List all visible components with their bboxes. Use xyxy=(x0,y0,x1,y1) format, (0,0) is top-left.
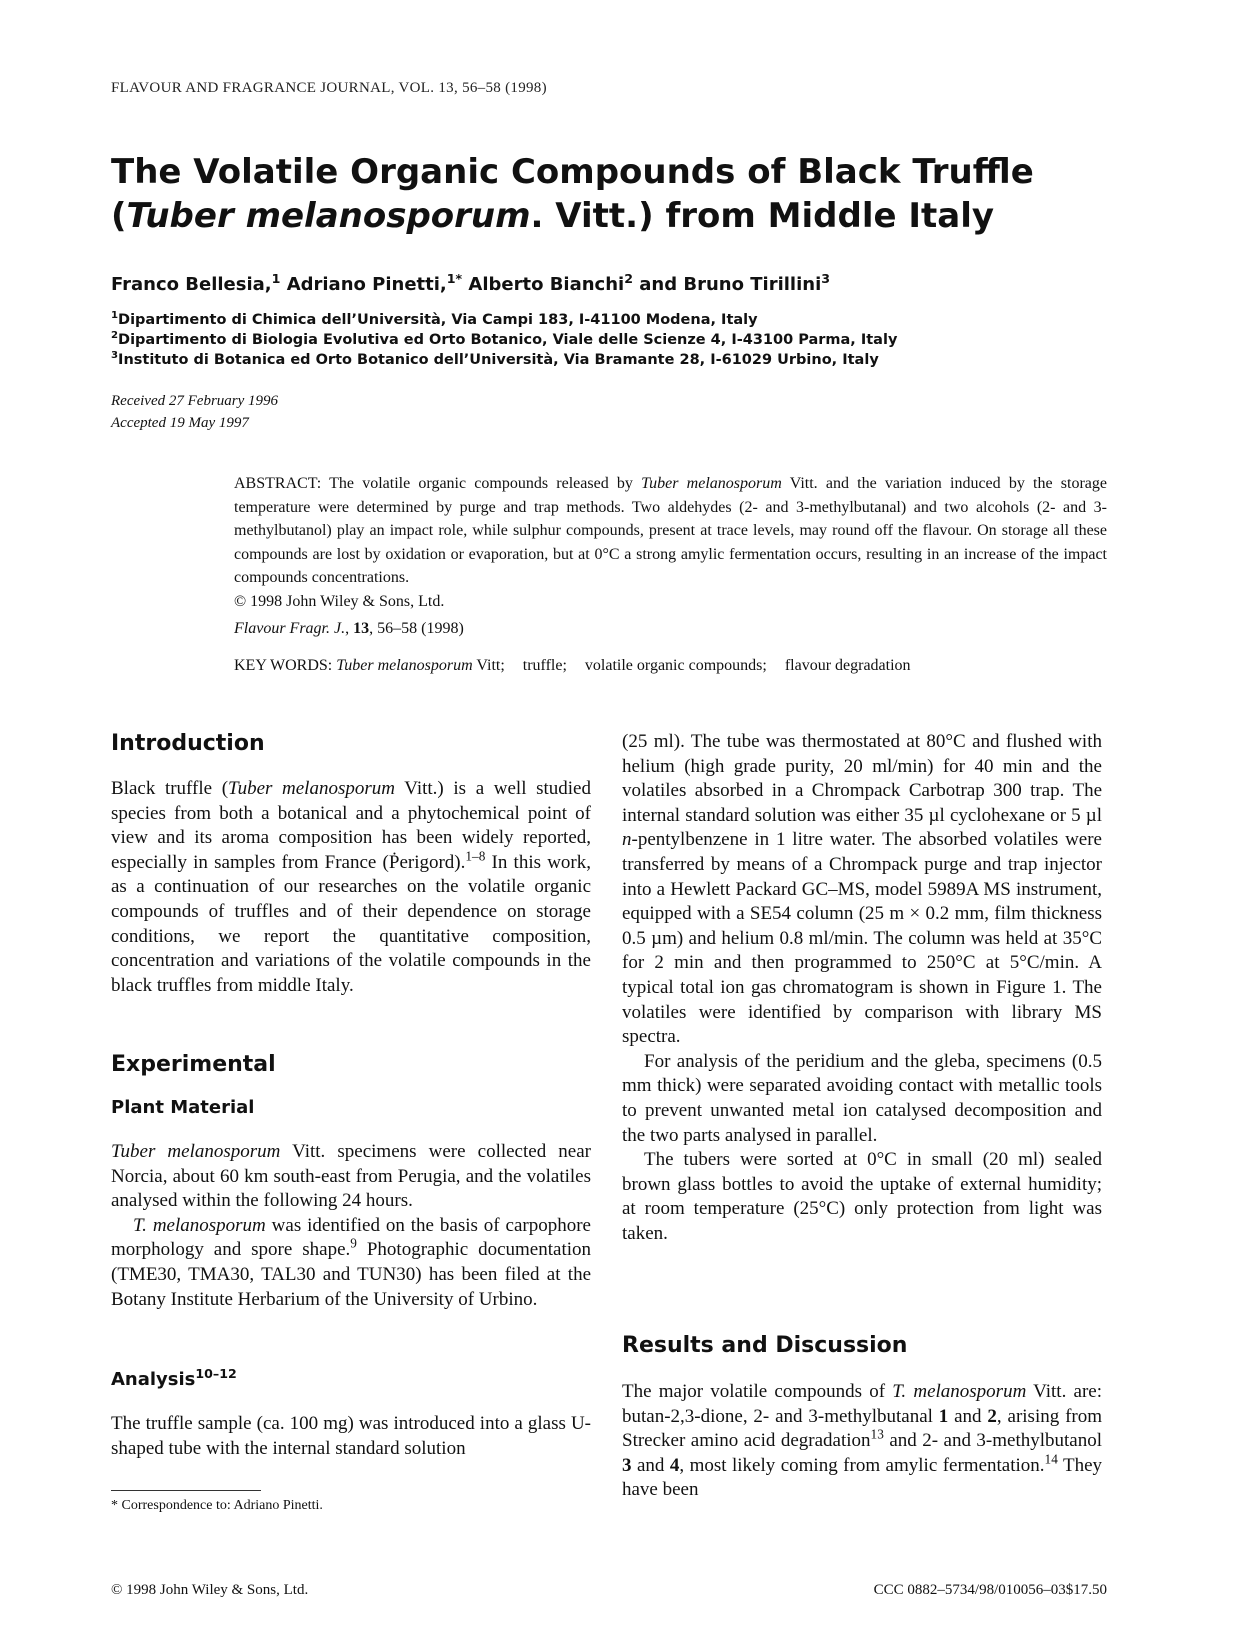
author-name: Adriano Pinetti, xyxy=(286,274,447,295)
footer-copyright: © 1998 John Wiley & Sons, Ltd. xyxy=(111,1582,309,1598)
section-heading-results: Results and Discussion xyxy=(622,1333,908,1358)
abstract: ABSTRACT: The volatile organic compounds released by Tuber melanosporum Vitt. and the variation induced by the storage temperature were determined by purge and trap methods. Two aldehydes (2- and 3-methylbutanal) and two alcohols (2- and 3-methylbutanol) play an impact role, while sulphur compounds, present at trace levels, may round off the flavour. On storage all these compounds are lost by oxidation or evaporation, but at 0°C a strong amylic fermentation occurs, resulting in an increase of the impact compounds concentrations. © 1998 John Wiley & Sons, Ltd. xyxy=(234,475,1108,610)
methods-paragraph: (25 ml). The tube was thermostated at 80°C and flushed with helium (high grade purity, 20 ml/min) for 40 min and the volatiles absorbed in a Chrompack Carbotrap 300 trap. The internal standard solution was either 35 µl cyclohexane or 5 µl n-pentylbenzene in 1 litre water. The absorbed volatiles were transferred by means of a Chrompack purge and trap injector into a Hewlett Packard GC–MS, model 5989A MS instrument, equipped with a SE54 column (25 m × 0.2 mm, film thickness 0.5 µm) and helium 0.8 ml/min. The column was held at 35°C for 2 min and then programmed to 250°C at 5°C/min. A typical total ion gas chromatogram is shown in Figure 1. The volatiles were identified by comparison with library MS spectra. For analysis of the peridium and the gleba, specimens (0.5 mm thick) were separated avoiding contact with metallic tools to prevent unwanted metal ion catalysed decomposition and the two parts analysed in parallel. The tubers were sorted at 0°C in small (20 ml) sealed brown glass bottles to avoid the uptake of external humidity; at room temperature (25°C) only protection from light was taken. xyxy=(622,731,1102,1244)
author-name: Franco Bellesia, xyxy=(111,274,272,295)
received-date: Received 27 February 1996 xyxy=(111,393,279,409)
results-paragraph: The major volatile compounds of T. melanosporum Vitt. are: butan-2,3-dione, 2- and 3-methylbutanal 1 and 2, arising from Strecker amino acid degradation$^{13}$ and 2- and 3-methylbutanol 3 and 4, most likely coming from amylic fermentation.$^{14}$ They have been xyxy=(622,1381,1103,1501)
author-list: Franco Bellesia,$^1$ Adriano Pinetti,$^{1*}$ Alberto Bianchi$^2$ and Bruno Tirillini$^3$ xyxy=(111,271,831,295)
subsection-heading-analysis: Analysis$^{10-12}$ xyxy=(111,1366,237,1390)
results-heading-block xyxy=(622,1334,1102,1359)
experimental-heading-block xyxy=(111,1053,591,1078)
abstract-copyright: © 1998 John Wiley & Sons, Ltd. xyxy=(234,592,445,610)
author-name: Bruno Tirillini xyxy=(683,274,822,295)
journal-header: FLAVOUR AND FRAGRANCE JOURNAL, VOL. 13, 56–58 (1998) xyxy=(111,80,547,96)
title-line-2: (Tuber melanosporum. Vitt.) from Middle Italy xyxy=(111,196,995,236)
intro-heading-block xyxy=(111,732,591,757)
plant-heading-block xyxy=(111,1096,591,1121)
author-name: Alberto Bianchi xyxy=(468,274,625,295)
plant-material-paragraph: Tuber melanosporum Vitt. specimens were collected near Norcia, about 60 km south-east from Perugia, and the volatiles analysed within the following 24 hours. T. melanosporum was identified on the basis of carpophore morphology and spore shape.$^9$ Photographic documentation (TME30, TMA30, TAL30 and TUN30) has been filed at the Botany Institute Herbarium of the University of Urbino. xyxy=(111,1141,592,1310)
subsection-heading-plant-material: Plant Material xyxy=(111,1097,255,1118)
correspondence-footnote: * Correspondence to: Adriano Pinetti. xyxy=(111,1498,323,1513)
analysis-heading-block xyxy=(111,1368,591,1393)
affiliation: $^2$Dipartimento di Biologia Evolutiva ed Orto Botanico, Viale delle Scienze 4, I-43100 Parma, Italy xyxy=(111,330,898,348)
intro-paragraph: Black truffle (Tuber melanosporum Vitt.) is a well studied species from both a botanical and a phytochemical point of view and its aroma composition has been widely reported, especially in samples from France (Ṗerigord).$^{1-8}$ In this work, as a continuation of our researches on the volatile organic compounds of truffles and of their dependence on storage conditions, we report the quantitative composition, concentration and variations of the volatile compounds in the black truffles from middle Italy. xyxy=(111,778,592,996)
section-heading-introduction: Introduction xyxy=(111,731,265,756)
keywords-label: KEY WORDS: xyxy=(234,657,333,674)
citation: Flavour Fragr. J., 13, 56–58 (1998) xyxy=(234,620,464,637)
accepted-date: Accepted 19 May 1997 xyxy=(111,415,249,431)
affiliation: $^1$Dipartimento di Chimica dell’Università, Via Campi 183, I-41100 Modena, Italy xyxy=(111,310,758,328)
keywords: KEY WORDS: Tuber melanosporum Vitt; truffle; volatile organic compounds; flavour degradation xyxy=(234,657,911,674)
analysis-paragraph: The truffle sample (ca. 100 mg) was introduced into a glass U-shaped tube with the internal standard solution xyxy=(111,1413,591,1459)
footnote-rule xyxy=(111,1490,261,1491)
abstract-label: ABSTRACT: xyxy=(234,475,322,492)
article-dates xyxy=(111,390,278,434)
footer-ccc-code: CCC 0882–5734/98/010056–03$17.50 xyxy=(873,1582,1107,1598)
section-heading-experimental: Experimental xyxy=(111,1052,276,1077)
article-title xyxy=(111,150,1131,238)
affiliation: $^3$Instituto di Botanica ed Orto Botanico dell’Università, Via Bramante 28, I-61029 Urbino, Italy xyxy=(111,350,879,368)
title-species: Tuber melanosporum xyxy=(126,196,531,236)
title-line-1: The Volatile Organic Compounds of Black Truffle xyxy=(111,152,1034,192)
